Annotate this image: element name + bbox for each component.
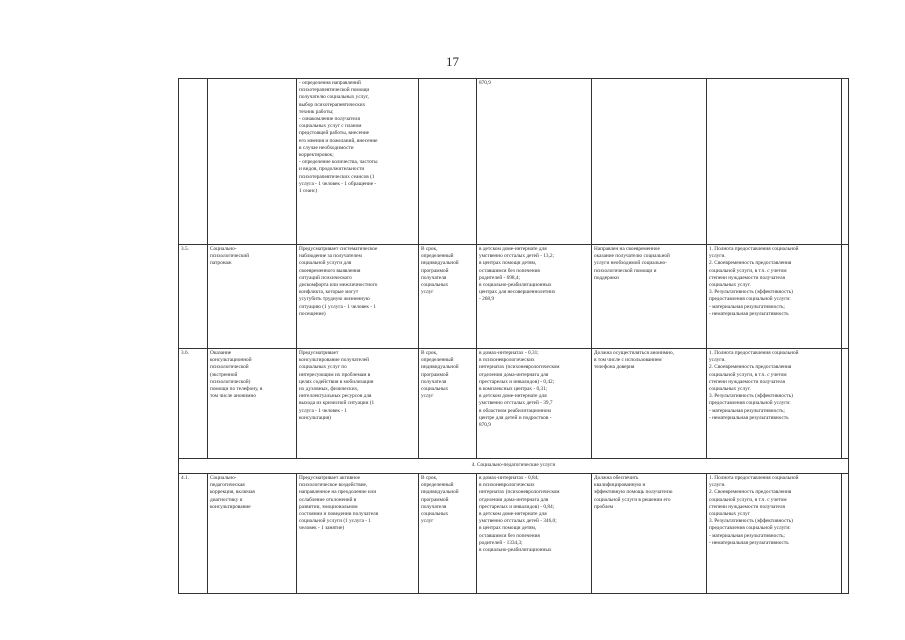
table-row-continuation <box>179 79 849 245</box>
text-line: состоянии и поведении получателя <box>299 511 379 518</box>
text-line: центрах для несовершеннолетних <box>479 289 556 296</box>
text-line: в домах-интернатах - 0,84; <box>479 475 539 481</box>
text-line: в психоневрологических <box>479 357 535 364</box>
text-line: программой <box>421 496 449 503</box>
text-line: 2. Своевременность предоставления <box>709 489 792 496</box>
text-line: 2. Своевременность предоставления <box>709 364 792 371</box>
cell-description <box>297 245 419 349</box>
text-line: умственно отсталых детей - 13,2; <box>479 253 555 260</box>
text-line: социальной услуги в решении его <box>594 496 671 503</box>
text-line: проблем <box>594 503 614 510</box>
text-line: консультационной <box>210 357 252 364</box>
text-line: техник работы; <box>299 108 334 115</box>
text-line: отделении дома-интерната для <box>479 496 549 503</box>
page-number: 17 <box>446 54 459 69</box>
text-line: ослабление отклонений в <box>299 496 357 503</box>
text-line: консультирование получателей <box>299 357 369 364</box>
text-line: выбор психотерапевтических <box>299 101 366 108</box>
cell-number: 3.6. <box>179 349 208 459</box>
section-title: 4. Социально-педагогические услуги <box>179 459 849 474</box>
text-line: посещение) <box>299 310 326 317</box>
text-line: социальных <box>421 386 449 393</box>
text-line: предоставления социальной услуги: <box>709 296 791 303</box>
text-line: - материальная результативность; <box>709 532 785 539</box>
text-line: услуг <box>421 518 434 525</box>
text-line: социальных <box>421 511 449 518</box>
text-line: 870,9 <box>479 80 491 86</box>
text-line: услуги. <box>709 357 726 364</box>
table-row-4-1 <box>179 474 849 594</box>
text-line: интеллектуальных ресурсов для <box>299 393 372 400</box>
text-line: и видов, продолжительности <box>299 166 365 173</box>
text-line: социальной услуги, в т.ч. с учетом <box>709 267 787 274</box>
text-line: услуга - 1 человек - 1 обращение - <box>299 180 377 187</box>
text-line: том числе анонимно <box>210 393 256 400</box>
text-line: В срок, <box>421 475 438 481</box>
text-line: диагностику и <box>210 496 243 503</box>
text-line: психологический <box>210 253 250 260</box>
text-line: программой <box>421 267 449 274</box>
cell-term <box>419 474 477 594</box>
text-line: степени нуждаемости получателя <box>709 378 785 385</box>
text-line: телефона доверия <box>594 364 635 371</box>
text-line: психологической помощи и <box>594 267 657 274</box>
text-line: интересующим их проблемам в <box>299 371 371 378</box>
cell-number <box>179 79 208 245</box>
cell-number: 4.1. <box>179 474 208 594</box>
text-line: ситуацию (1 услуга - 1 человек - 1 <box>299 303 377 310</box>
text-line: определенный <box>421 482 454 489</box>
cell-description <box>297 474 419 594</box>
section-header-row <box>179 459 849 474</box>
text-line: его мнения и пожеланий, внесение <box>299 137 378 144</box>
text-line: услуга - 1 человек - 1 <box>299 407 347 414</box>
cell-service-name <box>208 245 297 349</box>
text-line: 3. Результативность (эффективность) <box>709 393 793 400</box>
text-line: ситуаций психического <box>299 274 352 281</box>
text-line: коррекция, включая <box>210 489 255 496</box>
cell-tariff <box>477 349 592 459</box>
text-line: психологической <box>210 364 249 371</box>
text-line: (экстренной <box>210 371 238 378</box>
text-line: престарелых и инвалидов) - 0,84; <box>479 503 555 510</box>
cell-tariff <box>477 79 592 245</box>
text-line: Социально- <box>210 246 237 252</box>
text-line: 3. Результативность (эффективность) <box>709 518 793 525</box>
text-line: в детском доме-интернате для <box>479 393 547 400</box>
text-line: получателя <box>421 274 447 281</box>
text-line: индивидуальной <box>421 364 459 371</box>
text-line: в центрах помощи детям, <box>479 260 537 267</box>
cell-service-name <box>208 474 297 594</box>
text-line: определенный <box>421 357 454 364</box>
cell-tariff <box>477 245 592 349</box>
cell-term <box>419 245 477 349</box>
text-line: 2. Своевременность предоставления <box>709 260 792 267</box>
text-line: - нематериальная результативность <box>709 539 789 546</box>
text-line: В срок, <box>421 246 438 252</box>
cell-description <box>297 349 419 459</box>
text-line: услуги. <box>709 482 726 489</box>
text-line: получателя <box>421 378 447 385</box>
text-line: услуги необходимой социально- <box>594 260 667 267</box>
text-line: 3. Результативность (эффективность) <box>709 289 793 296</box>
text-line: престарелых и инвалидов) - 0,42; <box>479 378 555 385</box>
text-line: наблюдение за получателем <box>299 253 362 260</box>
text-line: отделении дома-интерната для <box>479 371 549 378</box>
text-line: - материальная результативность; <box>709 303 785 310</box>
text-line: оставшимся без попечения <box>479 532 540 539</box>
cell-quality <box>707 245 842 349</box>
table-row-3-5 <box>179 245 849 349</box>
text-line: получателя <box>421 503 447 510</box>
cell-extra <box>842 245 849 349</box>
text-line: целях содействия в мобилизации <box>299 378 374 385</box>
text-line: в областном реабилитационном <box>479 407 551 414</box>
text-line: психологической) <box>210 378 251 385</box>
cell-quality <box>707 349 842 459</box>
text-line: в социально-реабилитационных <box>479 282 552 289</box>
text-line: услуги. <box>709 253 726 260</box>
text-line: Предусматривает активное <box>299 475 361 481</box>
text-line: интернатах (психоневрологическом <box>479 364 560 371</box>
text-line: Оказание <box>210 350 232 356</box>
text-line: направленное на преодоление или <box>299 489 377 496</box>
text-line: программой <box>421 371 449 378</box>
text-line: в центрах помощи детям, <box>479 525 537 532</box>
text-line: социальных услуг по <box>299 364 347 371</box>
text-line: консультация) <box>299 414 331 421</box>
text-line: психотерапевтических сеансов (1 <box>299 173 375 180</box>
text-line: человек - 1 занятие) <box>299 525 345 532</box>
text-line: 1. Полнота предоставления социальной <box>709 246 799 252</box>
table-row-3-6 <box>179 349 849 459</box>
text-line: развитии, эмоциональном <box>299 503 358 510</box>
text-line: социальных услуг. <box>709 386 751 393</box>
cell-extra <box>842 79 849 245</box>
text-line: родителей - 1334,3; <box>479 539 523 546</box>
text-line: социальной услуги, в т.ч. с учетом <box>709 371 787 378</box>
text-line: предоставления социальной услуги: <box>709 525 791 532</box>
text-line: в комплексных центрах - 0,31; <box>479 386 548 393</box>
text-line: в психоневрологических <box>479 482 535 489</box>
text-line: Направлен на своевременное <box>594 246 660 252</box>
text-line: предоставления социальной услуги: <box>709 400 791 407</box>
cell-extra <box>842 349 849 459</box>
text-line: умственно отсталых детей - 39,7 <box>479 400 553 407</box>
cell-service-name <box>208 79 297 245</box>
cell-service-name <box>208 349 297 459</box>
text-line: получателю социальных услуг, <box>299 94 369 101</box>
text-line: - ознакомление получателя <box>299 116 360 123</box>
cell-number: 3.5. <box>179 245 208 349</box>
text-line: дискомфорта или межличностного <box>299 282 378 289</box>
text-line: в детском доме-интернате для <box>479 511 547 518</box>
text-line: 1. Полнота предоставления социальной <box>709 475 799 481</box>
text-line: 1 сеанс) <box>299 188 318 195</box>
text-line: своевременного выявления <box>299 267 361 274</box>
cell-conditions <box>592 349 707 459</box>
text-line: - определение количества, частоты <box>299 159 378 166</box>
text-line: социальной услуги, в т.ч. с учетом <box>709 496 787 503</box>
text-line: квалифицированную и <box>594 482 646 489</box>
text-line: степени нуждаемости получателя <box>709 503 785 510</box>
text-line: оказание получателю социальной <box>594 253 670 260</box>
text-line: услуг <box>421 289 434 296</box>
text-line: эффективную помощь получателю <box>594 489 673 496</box>
text-line: консультирование <box>210 503 251 510</box>
cell-extra <box>842 474 849 594</box>
text-line: - материальная результативность; <box>709 407 785 414</box>
cell-quality <box>707 79 842 245</box>
text-line: индивидуальной <box>421 260 459 267</box>
text-line: патронаж <box>210 260 232 267</box>
text-line: оставшимся без попечения <box>479 267 540 274</box>
text-line: В срок, <box>421 350 438 356</box>
services-table <box>178 78 849 594</box>
text-line: - определения направлений <box>299 80 361 86</box>
text-line: степени нуждаемости получателя <box>709 274 785 281</box>
text-line: психотерапевтической помощи <box>299 87 370 94</box>
text-line: Должна обеспечить <box>594 475 639 481</box>
text-line: родителей - 698,4; <box>479 274 520 281</box>
text-line: Предусматривает <box>299 350 339 356</box>
cell-term <box>419 349 477 459</box>
text-line: Предусматривает систематическое <box>299 246 378 252</box>
text-line: Должна осуществляться анонимно, <box>594 350 674 356</box>
text-line: предстоящей работы, внесение <box>299 130 370 137</box>
text-line: поддержки <box>594 274 619 281</box>
text-line: - 268,9 <box>479 296 495 303</box>
text-line: психологическое воздействие, <box>299 482 368 489</box>
cell-conditions <box>592 79 707 245</box>
text-line: - нематериальная результативность <box>709 414 789 421</box>
text-line: в том числе с использованием <box>594 357 662 364</box>
text-line: определенный <box>421 253 454 260</box>
text-line: в детском доме-интернате для <box>479 246 547 252</box>
text-line: социальных <box>421 282 449 289</box>
text-line: педагогическая <box>210 482 245 489</box>
text-line: выхода из кризисной ситуации (1 <box>299 400 375 407</box>
cell-conditions <box>592 474 707 594</box>
text-line: корректировок; <box>299 152 334 159</box>
text-line: - нематериальная результативность <box>709 310 789 317</box>
text-line: их духовных, физических, <box>299 386 359 393</box>
text-line: 1. Полнота предоставления социальной <box>709 350 799 356</box>
cell-description <box>297 79 419 245</box>
text-line: конфликта, которые могут <box>299 289 359 296</box>
text-line: в домах-интернатах - 0,31; <box>479 350 539 356</box>
cell-quality <box>707 474 842 594</box>
cell-tariff <box>477 474 592 594</box>
text-line: умственно отсталых детей - 346,0; <box>479 518 557 525</box>
text-line: помощи по телефону, в <box>210 386 263 393</box>
text-line: Социально- <box>210 475 237 481</box>
text-line: социальных услуг <box>709 511 750 518</box>
text-line: социальных услуг с планом <box>299 123 362 130</box>
text-line: усугубить трудную жизненную <box>299 296 370 303</box>
cell-conditions <box>592 245 707 349</box>
cell-term <box>419 79 477 245</box>
text-line: социальной услуги для <box>299 260 352 267</box>
text-line: социальной услуги (1 услуга - 1 <box>299 518 372 525</box>
text-line: в социально-реабилитационных <box>479 547 552 554</box>
text-line: 870,9 <box>479 422 491 429</box>
text-line: в случае необходимости <box>299 144 354 151</box>
text-line: социальных услуг. <box>709 282 751 289</box>
text-line: услуг <box>421 393 434 400</box>
text-line: центре для детей и подростков - <box>479 414 552 421</box>
text-line: индивидуальной <box>421 489 459 496</box>
text-line: интернатах (психоневрологическом <box>479 489 560 496</box>
